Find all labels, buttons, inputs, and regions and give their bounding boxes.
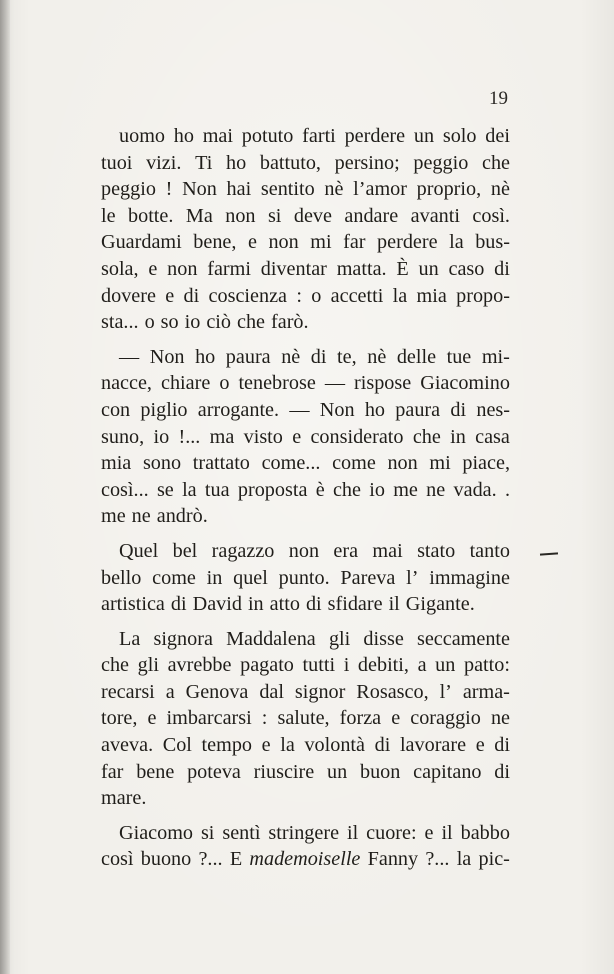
word: era [333, 539, 359, 562]
word: è [315, 478, 325, 501]
word: È [396, 257, 409, 280]
paragraph-p3 [101, 538, 510, 618]
word: ma [209, 425, 235, 448]
word: far [343, 231, 366, 254]
word: vizi. [146, 151, 182, 174]
word: peggio [101, 178, 156, 201]
word: uomo [119, 125, 165, 147]
word: Fanny [367, 848, 419, 871]
word: delle [396, 345, 437, 368]
word: babbo [460, 821, 510, 844]
word: come [332, 452, 376, 475]
word: la [280, 734, 295, 757]
word: non [225, 204, 256, 227]
page-binding-edge [0, 0, 10, 974]
word: bel [172, 539, 198, 562]
text-line [101, 370, 510, 397]
word: dal [259, 680, 284, 703]
paragraph-p1 [101, 123, 510, 336]
word: recarsi [101, 680, 155, 703]
word: tempo [201, 734, 253, 757]
text-line [101, 477, 510, 504]
word: nè [367, 345, 387, 368]
word: David [192, 593, 242, 616]
word: coraggio [410, 707, 481, 730]
word: io [153, 425, 170, 448]
word: Rosasco, [356, 680, 429, 703]
word: non [167, 257, 198, 280]
word: farti [302, 125, 336, 147]
word: pic- [478, 848, 510, 871]
word: mademoiselle [249, 848, 361, 871]
word: capitano [413, 760, 482, 783]
word: e [148, 257, 158, 280]
word: si [200, 821, 215, 844]
word: — [119, 345, 140, 368]
text-line [101, 732, 510, 759]
word: immagine [429, 566, 510, 589]
word: bus- [475, 231, 510, 254]
word: un [418, 257, 439, 280]
word: che [332, 478, 361, 501]
word: sola, [101, 257, 139, 280]
word: e [247, 231, 257, 254]
word: rispose [354, 372, 412, 395]
word: e [391, 707, 401, 730]
word: paura [395, 398, 441, 421]
word: dovere [101, 284, 156, 307]
word: Maddalena [226, 627, 316, 650]
word: di [450, 398, 467, 421]
page-number: 19 [489, 88, 508, 109]
word: e [165, 284, 175, 307]
word: mai [202, 125, 234, 147]
word: mi [310, 231, 332, 254]
word: mare. [101, 787, 147, 810]
word: l’ [406, 566, 419, 589]
word: Non [182, 178, 217, 201]
word: E [229, 848, 243, 871]
word: bello [101, 566, 142, 589]
word: o [144, 311, 155, 334]
word: punto. [278, 566, 330, 589]
word: perdere [377, 231, 438, 254]
word: potuto [241, 125, 294, 147]
word: suno, [101, 425, 145, 448]
word: si [267, 204, 282, 227]
word: come... [261, 452, 321, 475]
word: di [374, 734, 391, 757]
word: pagato [240, 654, 294, 677]
word: di [310, 345, 327, 368]
word: avrebbe [167, 654, 232, 677]
word: caso [448, 257, 485, 280]
word: avanti [410, 204, 460, 227]
word: in [206, 566, 223, 589]
word: peggio [413, 151, 469, 174]
word: artistica [101, 593, 165, 616]
word: e [292, 425, 302, 448]
text-line [101, 424, 510, 451]
word: nacce, [101, 372, 152, 395]
word: io [369, 478, 385, 501]
word: e [147, 707, 157, 730]
word: il [441, 821, 453, 844]
word: so [160, 311, 179, 334]
word: stato [417, 539, 456, 562]
body-text [101, 123, 510, 873]
word: gli [137, 654, 159, 677]
text-line [101, 283, 510, 310]
paragraph-p5 [101, 820, 510, 873]
word: e [475, 734, 485, 757]
word: : [296, 284, 302, 307]
text-line [101, 344, 510, 371]
word: forza [339, 707, 382, 730]
word: dei [485, 125, 510, 147]
word: piglio [140, 398, 188, 421]
word: sfidare [327, 593, 383, 616]
text-line [101, 705, 510, 732]
word: non [288, 539, 320, 562]
word: nè [490, 178, 510, 201]
word: sentito [260, 178, 315, 201]
word: che [481, 151, 510, 174]
word: e [424, 821, 434, 844]
word: o [311, 284, 322, 307]
word: ho [195, 345, 216, 368]
word: deve [293, 204, 332, 227]
word: o [219, 372, 230, 395]
word: tutti [302, 654, 336, 677]
word: un [435, 654, 456, 677]
word: a [417, 654, 427, 677]
word: !... [178, 425, 201, 448]
word: di [494, 760, 510, 783]
word: in [247, 593, 264, 616]
word: ?... [198, 848, 223, 871]
word: nè [324, 178, 344, 201]
word: me [393, 478, 418, 501]
word: signor [294, 680, 346, 703]
word: Pareva [340, 566, 396, 589]
word: ne [426, 478, 446, 501]
word: di [183, 284, 200, 307]
word: propo- [456, 284, 510, 307]
word: — [289, 398, 310, 421]
text-line [101, 820, 510, 847]
word: che [101, 654, 130, 677]
word: imbarcarsi [166, 707, 252, 730]
word: cuore: [366, 821, 417, 844]
text-line [101, 626, 510, 653]
word: piace, [462, 452, 510, 475]
word: considerato [310, 425, 404, 448]
word: i [343, 654, 350, 677]
word: salute, [277, 707, 330, 730]
word: che [237, 311, 266, 334]
text-line [101, 123, 510, 150]
word: farmi [207, 257, 251, 280]
word: ragazzo [211, 539, 275, 562]
word: la [449, 231, 464, 254]
margin-pencil-mark [540, 552, 558, 555]
text-line [101, 538, 510, 565]
word: tenebrose [238, 372, 316, 395]
word: che [412, 425, 441, 448]
word: riuscire [253, 760, 315, 783]
word: botte. [128, 204, 174, 227]
word: La [119, 627, 141, 650]
word: tanto [469, 539, 510, 562]
word: casa [475, 425, 510, 448]
word: Non [319, 398, 355, 421]
word: il [347, 821, 359, 844]
word: la [182, 478, 197, 501]
word: io [184, 311, 201, 334]
text-line [101, 503, 510, 530]
word: andare [344, 204, 399, 227]
word: signora [153, 627, 213, 650]
word: atto [269, 593, 300, 616]
word: ho [173, 125, 194, 147]
word: di [305, 593, 322, 616]
word: non [268, 231, 299, 254]
word: diventar [260, 257, 327, 280]
word: l’amor [353, 178, 407, 201]
word: Giacomino [420, 372, 510, 395]
word: di [170, 593, 187, 616]
word: così [101, 848, 134, 871]
paragraph-p2 [101, 344, 510, 530]
paragraph-gap [101, 336, 510, 344]
word: ho [225, 151, 247, 174]
text-line [101, 450, 510, 477]
word: — [324, 372, 345, 395]
word: volontà [304, 734, 365, 757]
paragraph-gap [101, 618, 510, 626]
word: se [156, 478, 174, 501]
word: coscienza [208, 284, 288, 307]
word: Quel [119, 539, 159, 562]
word: sono [142, 452, 182, 475]
text-line [101, 846, 510, 873]
word: perdere [344, 125, 406, 147]
word: ho [364, 398, 386, 421]
word: buon [359, 760, 401, 783]
text-line [101, 203, 510, 230]
word: stringere [268, 821, 340, 844]
word: matta. [336, 257, 387, 280]
paragraph-gap [101, 812, 510, 820]
text-line [101, 176, 510, 203]
word: così... [101, 478, 149, 501]
word: farò. [271, 311, 309, 334]
word: paura [225, 345, 271, 368]
text-line [101, 591, 510, 618]
word: bene, [193, 231, 237, 254]
word: proprio, [416, 178, 482, 201]
text-line [101, 256, 510, 283]
text-line [101, 150, 510, 177]
word: : [261, 707, 268, 730]
word: ne [490, 707, 510, 730]
word: tua [204, 478, 230, 501]
word: ciò [206, 311, 231, 334]
text-line [101, 652, 510, 679]
word: un [413, 125, 435, 147]
word: Col [162, 734, 192, 757]
word: persino; [334, 151, 400, 174]
word: mi- [481, 345, 510, 368]
word: e [261, 734, 271, 757]
word: battuto, [259, 151, 321, 174]
word: seccamente [416, 627, 510, 650]
word: hai [226, 178, 252, 201]
word: così. [472, 204, 510, 227]
word: Ti [195, 151, 213, 174]
word: in [450, 425, 466, 448]
word: chiare [161, 372, 211, 395]
word: mai [372, 539, 403, 562]
word: di [494, 257, 510, 280]
word: bene [136, 760, 175, 783]
text-line [101, 565, 510, 592]
word: Non [149, 345, 185, 368]
word: il [388, 593, 400, 616]
word: arma- [462, 680, 510, 703]
word: l’ [439, 680, 452, 703]
word: la [456, 848, 472, 871]
word: non [387, 452, 418, 475]
text-line [101, 397, 510, 424]
word: disse [363, 627, 404, 650]
word: un [327, 760, 348, 783]
word: patto: [463, 654, 510, 677]
word: a [165, 680, 175, 703]
text-line [101, 229, 510, 256]
word: Ma [185, 204, 213, 227]
word: nes- [476, 398, 510, 421]
word: con [101, 398, 131, 421]
word: vada. [453, 478, 497, 501]
text-line [101, 309, 510, 336]
word: debiti, [357, 654, 409, 677]
word: aveva. [101, 734, 154, 757]
word: come [152, 566, 196, 589]
word: poteva [187, 760, 241, 783]
word: me [101, 505, 126, 528]
text-line [101, 785, 510, 812]
word: accetti [330, 284, 384, 307]
word: far [101, 760, 124, 783]
word: tue [446, 345, 472, 368]
word: solo [442, 125, 477, 147]
word: nè [281, 345, 301, 368]
paragraph-p4 [101, 626, 510, 812]
word: proposta [237, 478, 308, 501]
text-line [101, 679, 510, 706]
text-line [101, 759, 510, 786]
word: Gigante. [405, 593, 475, 616]
word: mi [429, 452, 451, 475]
word: andrò. [156, 505, 208, 528]
word: mia [416, 284, 447, 307]
word: arrogante. [197, 398, 280, 421]
word: le [101, 204, 116, 227]
word: la [392, 284, 408, 307]
word: Guardami [101, 231, 182, 254]
word: tore, [101, 707, 138, 730]
word: quel [233, 566, 268, 589]
word: visto [243, 425, 283, 448]
word: ne [131, 505, 151, 528]
word: ?... [425, 848, 450, 871]
word: te, [337, 345, 357, 368]
word: ! [165, 178, 173, 201]
word: Giacomo [119, 821, 193, 844]
word: sentì [222, 821, 261, 844]
word: gli [328, 627, 351, 650]
word: di [494, 734, 510, 757]
word: lavorare [399, 734, 467, 757]
word: trattato [192, 452, 250, 475]
word: Genova [185, 680, 249, 703]
word: tuoi [101, 151, 133, 174]
word: . [504, 478, 510, 501]
paragraph-gap [101, 530, 510, 538]
word: sta... [101, 311, 139, 334]
word: buono [140, 848, 192, 871]
word: mia [101, 452, 132, 475]
